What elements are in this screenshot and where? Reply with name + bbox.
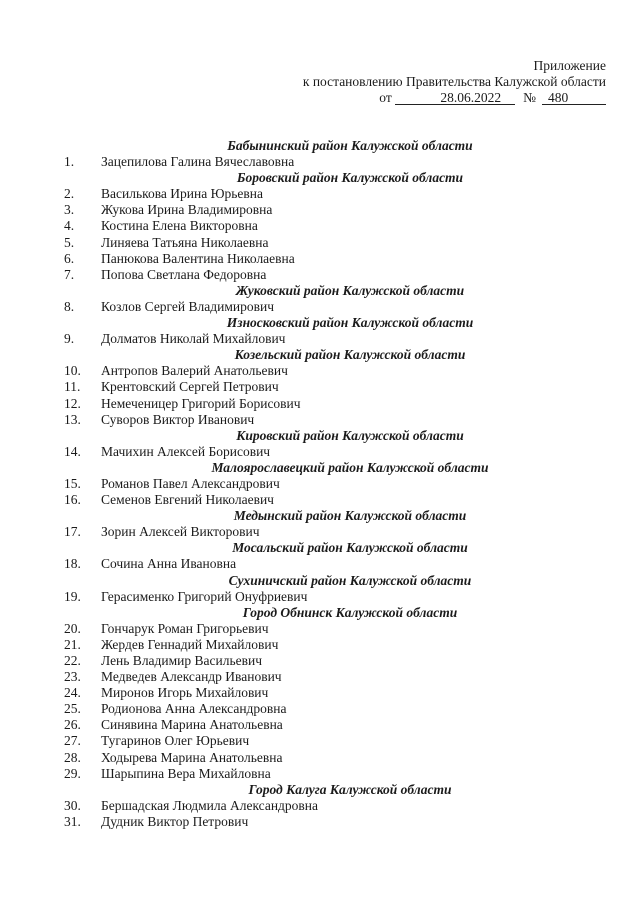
list-item <box>0 251 640 267</box>
person-name: Крентовский Сергей Петрович <box>101 379 279 395</box>
district-heading: Город Обнинск Калужской области <box>242 604 458 620</box>
person-name: Бершадская Людмила Александровна <box>101 797 319 813</box>
list-item <box>0 556 640 572</box>
person-name: Сочина Анна Ивановна <box>101 556 237 572</box>
list-item <box>0 814 640 830</box>
item-number: 24. <box>64 685 81 701</box>
item-number: 15. <box>64 475 81 491</box>
item-number: 4. <box>64 218 75 234</box>
list-item <box>0 524 640 540</box>
item-number: 20. <box>64 620 81 636</box>
appendix-list <box>0 138 640 830</box>
district-heading: Бабынинский район Калужской области <box>227 138 473 153</box>
person-name: Ходырева Марина Анатольевна <box>101 749 283 765</box>
list-item <box>0 379 640 395</box>
district-heading: Козельский район Калужской области <box>234 347 466 363</box>
person-name: Миронов Игорь Михайлович <box>101 685 269 701</box>
item-number: 26. <box>64 717 81 733</box>
person-name: Дудник Виктор Петрович <box>101 813 249 829</box>
list-item <box>0 653 640 669</box>
item-number: 27. <box>64 733 81 749</box>
person-name: Линяева Татьяна Николаевна <box>101 234 269 250</box>
person-name: Попова Светлана Федоровна <box>101 266 267 282</box>
person-name: Мачихин Алексей Борисович <box>101 443 271 459</box>
list-item <box>0 637 640 653</box>
person-name: Антропов Валерий Анатольевич <box>101 363 288 379</box>
person-name: Герасименко Григорий Онуфриевич <box>101 588 308 604</box>
item-number: 19. <box>64 588 81 604</box>
district-heading: Жуковский район Калужской области <box>235 282 465 298</box>
item-number: 11. <box>64 379 81 395</box>
resolution-date: 28.06.2022 <box>395 91 515 105</box>
person-name: Шарыпина Вера Михайловна <box>101 765 271 781</box>
person-name: Панюкова Валентина Николаевна <box>101 250 295 266</box>
list-item <box>0 186 640 202</box>
item-number: 28. <box>64 749 81 765</box>
item-number: 12. <box>64 395 81 411</box>
document-header <box>303 58 606 106</box>
list-item <box>0 154 640 170</box>
district-heading: Боровский район Калужской области <box>236 170 464 186</box>
item-number: 6. <box>64 250 75 266</box>
list-item <box>0 476 640 492</box>
person-name: Синявина Марина Анатольевна <box>101 717 283 733</box>
list-item <box>0 444 640 460</box>
list-item <box>0 331 640 347</box>
appendix-label: Приложение <box>533 58 606 73</box>
person-name: Суворов Виктор Иванович <box>101 411 255 427</box>
person-name: Немеченицер Григорий Борисович <box>101 395 301 411</box>
number-sign: № <box>523 90 536 105</box>
person-name: Родионова Анна Александровна <box>101 701 287 717</box>
item-number: 8. <box>64 298 75 314</box>
list-item <box>0 717 640 733</box>
person-name: Жукова Ирина Владимировна <box>101 202 273 218</box>
district-heading: Город Калуга Калужской области <box>248 781 452 797</box>
list-item <box>0 589 640 605</box>
list-item <box>0 363 640 379</box>
item-number: 14. <box>64 443 81 459</box>
person-name: Костина Елена Викторовна <box>101 218 258 234</box>
item-number: 18. <box>64 556 81 572</box>
item-number: 17. <box>64 524 81 540</box>
item-number: 22. <box>64 653 81 668</box>
person-name: Романов Павел Александрович <box>101 475 280 491</box>
list-item <box>0 396 640 412</box>
list-item <box>0 669 640 685</box>
list-item <box>0 685 640 701</box>
item-number: 10. <box>64 363 81 379</box>
person-name: Долматов Николай Михайлович <box>101 331 286 347</box>
person-name: Лень Владимир Васильевич <box>101 653 263 668</box>
date-number-line <box>303 90 606 106</box>
item-number: 25. <box>64 701 81 717</box>
list-item <box>0 202 640 218</box>
list-item <box>0 299 640 315</box>
list-item <box>0 798 640 814</box>
from-label: от <box>379 90 392 105</box>
person-name: Медведев Александр Иванович <box>101 669 282 685</box>
list-item <box>0 218 640 234</box>
list-item <box>0 492 640 508</box>
resolution-reference: к постановлению Правительства Калужской области <box>302 74 606 89</box>
item-number: 1. <box>64 154 75 170</box>
list-item <box>0 733 640 749</box>
item-number: 30. <box>64 797 81 813</box>
district-heading: Кировский район Калужской области <box>236 427 464 443</box>
person-name: Жердев Геннадий Михайлович <box>101 636 279 652</box>
list-item <box>0 750 640 766</box>
district-heading: Мосальский район Калужской области <box>232 540 468 556</box>
person-name: Зорин Алексей Викторович <box>101 524 260 540</box>
person-name: Семенов Евгений Николаевич <box>101 492 274 508</box>
person-name: Гончарук Роман Григорьевич <box>101 620 269 636</box>
person-name: Василькова Ирина Юрьевна <box>101 186 263 202</box>
list-item <box>0 701 640 717</box>
district-heading: Малоярославецкий район Калужской области <box>211 459 489 475</box>
item-number: 21. <box>64 636 81 652</box>
item-number: 13. <box>64 411 81 427</box>
district-heading: Медынский район Калужской области <box>233 508 467 524</box>
item-number: 5. <box>64 234 75 250</box>
list-item <box>0 766 640 782</box>
item-number: 3. <box>64 202 75 218</box>
person-name: Козлов Сергей Владимирович <box>101 298 274 314</box>
person-name: Тугаринов Олег Юрьевич <box>101 733 250 749</box>
item-number: 9. <box>64 331 75 347</box>
item-number: 2. <box>64 186 75 202</box>
list-item <box>0 621 640 637</box>
resolution-number: 480 <box>542 91 606 105</box>
list-item <box>0 412 640 428</box>
item-number: 23. <box>64 669 81 685</box>
list-item <box>0 235 640 251</box>
district-heading: Износковский район Калужской области <box>226 315 474 331</box>
district-heading: Сухиничский район Калужской области <box>228 572 472 588</box>
item-number: 7. <box>64 266 75 282</box>
list-item <box>0 267 640 283</box>
item-number: 16. <box>64 492 81 508</box>
item-number: 31. <box>64 813 81 829</box>
person-name: Зацепилова Галина Вячеславовна <box>101 154 295 170</box>
item-number: 29. <box>64 765 81 781</box>
